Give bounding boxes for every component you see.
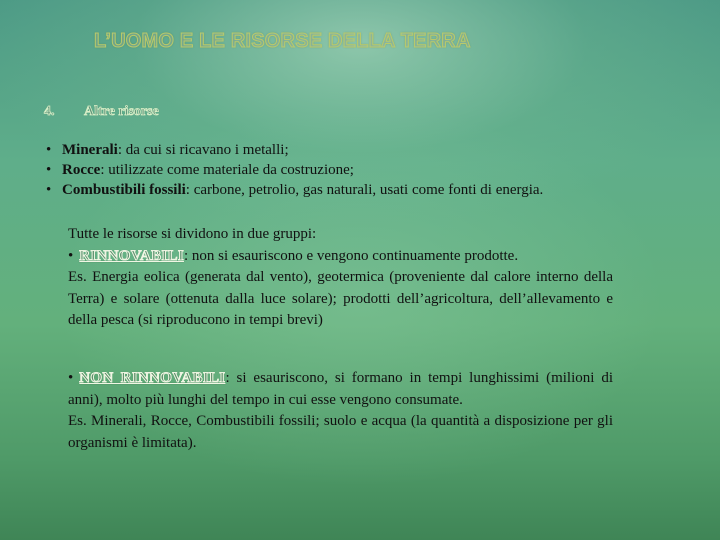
bullet-icon: • <box>68 247 74 264</box>
resource-name: Combustibili fossili <box>62 182 186 198</box>
resource-desc: : carbone, petrolio, gas naturali, usati come fonti di energia. <box>185 182 544 198</box>
non-renewable-desc: : si esauriscono, si formano in tempi lunghissimi (milioni di anni), molto più lunghi del tempo in cui esse vengono consumate. <box>68 370 613 408</box>
non-renewable-block <box>68 368 613 454</box>
non-renewable-label: NON RINNOVABILI <box>79 370 226 386</box>
slide-title: L’UOMO E LE RISORSE DELLA TERRA <box>94 30 471 52</box>
bullet-icon: • <box>46 182 52 198</box>
list-item-rocce <box>46 160 543 180</box>
resource-list <box>46 140 543 200</box>
bullet-icon: • <box>68 370 74 386</box>
section-number: 4. <box>44 104 55 119</box>
resource-desc: : utilizzate come materiale da costruzione; <box>100 162 354 178</box>
renewable-label: RINNOVABILI <box>79 247 184 264</box>
bullet-icon: • <box>46 162 52 178</box>
resource-desc: : da cui si ricavano i metalli; <box>117 142 289 158</box>
groups-intro: Tutte le risorse si dividono in due gruppi: <box>68 226 317 242</box>
section-heading <box>44 104 159 120</box>
resource-name: Minerali <box>62 142 118 158</box>
list-item-minerali <box>46 140 543 160</box>
renewable-definition <box>68 246 613 268</box>
bullet-icon: • <box>46 142 52 158</box>
non-renewable-example: Es. Minerali, Rocce, Combustibili fossili; suolo e acqua (la quantità a disposizione per gli organismi è limitata). <box>68 413 613 451</box>
non-renewable-definition <box>68 368 613 411</box>
renewable-desc: : non si esauriscono e vengono continuamente prodotte. <box>183 247 519 264</box>
resource-name: Rocce <box>62 162 101 178</box>
section-title: Altre risorse <box>84 104 159 119</box>
renewable-example: Es. Energia eolica (generata dal vento), geotermica (proveniente dal calore interno della Terra) e solare (ottenuta dalla luce solare); prodotti dell’agricoltura, dell’allevamento e della pesca (si riproducono in tempi brevi) <box>68 269 613 328</box>
renewable-block <box>68 224 613 332</box>
list-item-combustibili <box>46 180 543 200</box>
